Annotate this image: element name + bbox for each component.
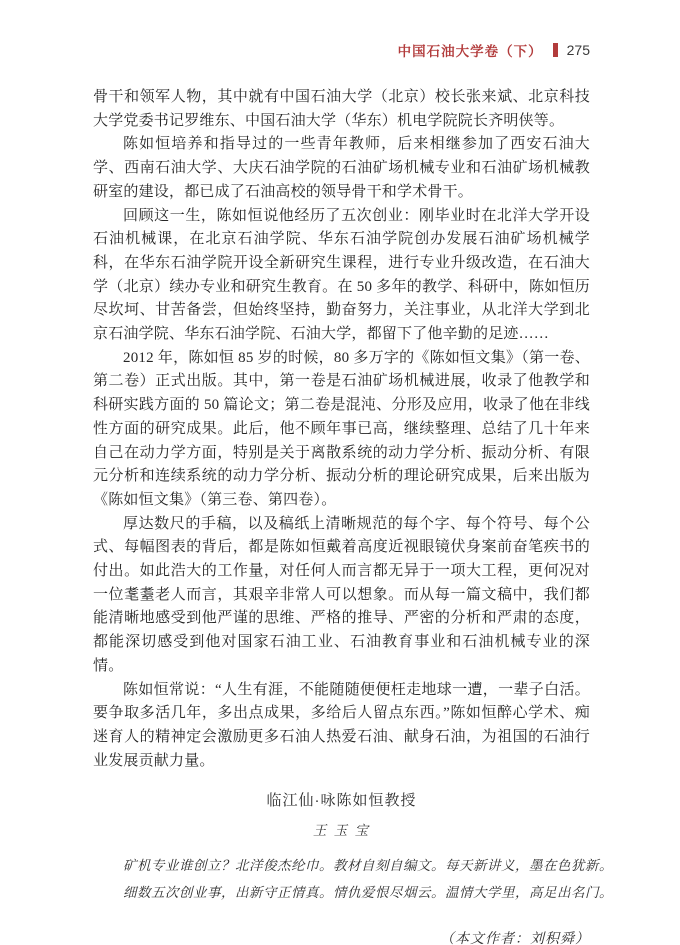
- header-divider-bar: [553, 43, 558, 57]
- body-paragraph: 骨干和领军人物，其中就有中国石油大学（北京）校长张来斌、北京科技大学党委书记罗维东、中国石油大学（华东）机电学院院长齐明侠等。: [93, 89, 590, 129]
- body-paragraph: 回顾这一生，陈如恒说他经历了五次创业：刚毕业时在北洋大学开设石油机械课，在北京石油学院、华东石油学院创办发展石油矿场机械学科，在华东石油学院开设全新研究生课程，进行专业升级改造，在石油大学（北京）续办专业和研究生教育。在 50 多年的教学、科研中，陈如恒历尽坎坷、甘苦备尝，但始终坚持，勤奋努力，关注事业，从北洋大学到北京石油学院、华东石油学院、石油大学，都留下了他辛勤的足迹……: [93, 207, 590, 343]
- body-paragraph: 陈如恒培养和指导过的一些青年教师，后来相继参加了西安石油大学、西南石油大学、大庆石油学院的石油矿场机械专业和石油矿场机械教研室的建设，都已成了石油高校的领导骨干和学术骨干。: [93, 136, 590, 200]
- running-header: [93, 40, 590, 60]
- header-volume-title: 中国石油大学卷（下）: [397, 44, 543, 59]
- header-page-number: 275: [566, 42, 590, 58]
- poem: [93, 852, 613, 906]
- article-body: [93, 86, 590, 773]
- body-paragraph: 2012 年，陈如恒 85 岁的时候，80 多万字的《陈如恒文集》（第一卷、第二卷）正式出版。其中，第一卷是石油矿场机械进展，收录了他教学和科研实践方面的 50 篇论文；第二卷是混沌、分形及应用，收录了他在非线性方面的研究成果。此后，他不顾年事已高，继续整理、总结了几十年来自己在动力学方面，特别是关于离散系统的动力学分析、振动分析、有限元分析和连续系统的动力学分析、振动分析的理论研究成果，后来出版为《陈如恒文集》（第三卷、第四卷）。: [93, 349, 590, 508]
- poem-line: 细数五次创业事，出新守正情真。情仇爱恨尽烟云。温情大学里，高足出名门。: [123, 885, 613, 901]
- body-paragraph: 厚达数尺的手稿，以及稿纸上清晰规范的每个字、每个符号、每个公式、每幅图表的背后，都是陈如恒戴着高度近视眼镜伏身案前奋笔疾书的付出。如此浩大的工作量，对任何人而言都无异于一项大工程，更何况对一位耄耋老人而言，其艰辛非常人可以想象。而从每一篇文稿中，我们都能清晰地感受到他严谨的思维、严格的推导、严密的分析和严肃的态度，都能深切感受到他对国家石油工业、石油教育事业和石油机械专业的深情。: [93, 515, 590, 674]
- poem-author: 王 玉 宝: [312, 823, 371, 839]
- article-author-note: （本文作者：刘积舜）: [440, 932, 590, 945]
- poem-title: 临江仙·咏陈如恒教授: [266, 792, 417, 810]
- body-paragraph: 陈如恒常说：“人生有涯，不能随随便便枉走地球一遭，一辈子白活。要争取多活几年，多出点成果，多给后人留点东西。”陈如恒醉心学术、痴迷育人的精神定会激励更多石油人热爱石油、献身石油，为祖国的石油行业发展贡献力量。: [93, 681, 590, 769]
- poem-line: 矿机专业谁创立？北洋俊杰纶巾。教材自刻自编文。每天新讲义，墨在色犹新。: [123, 858, 613, 874]
